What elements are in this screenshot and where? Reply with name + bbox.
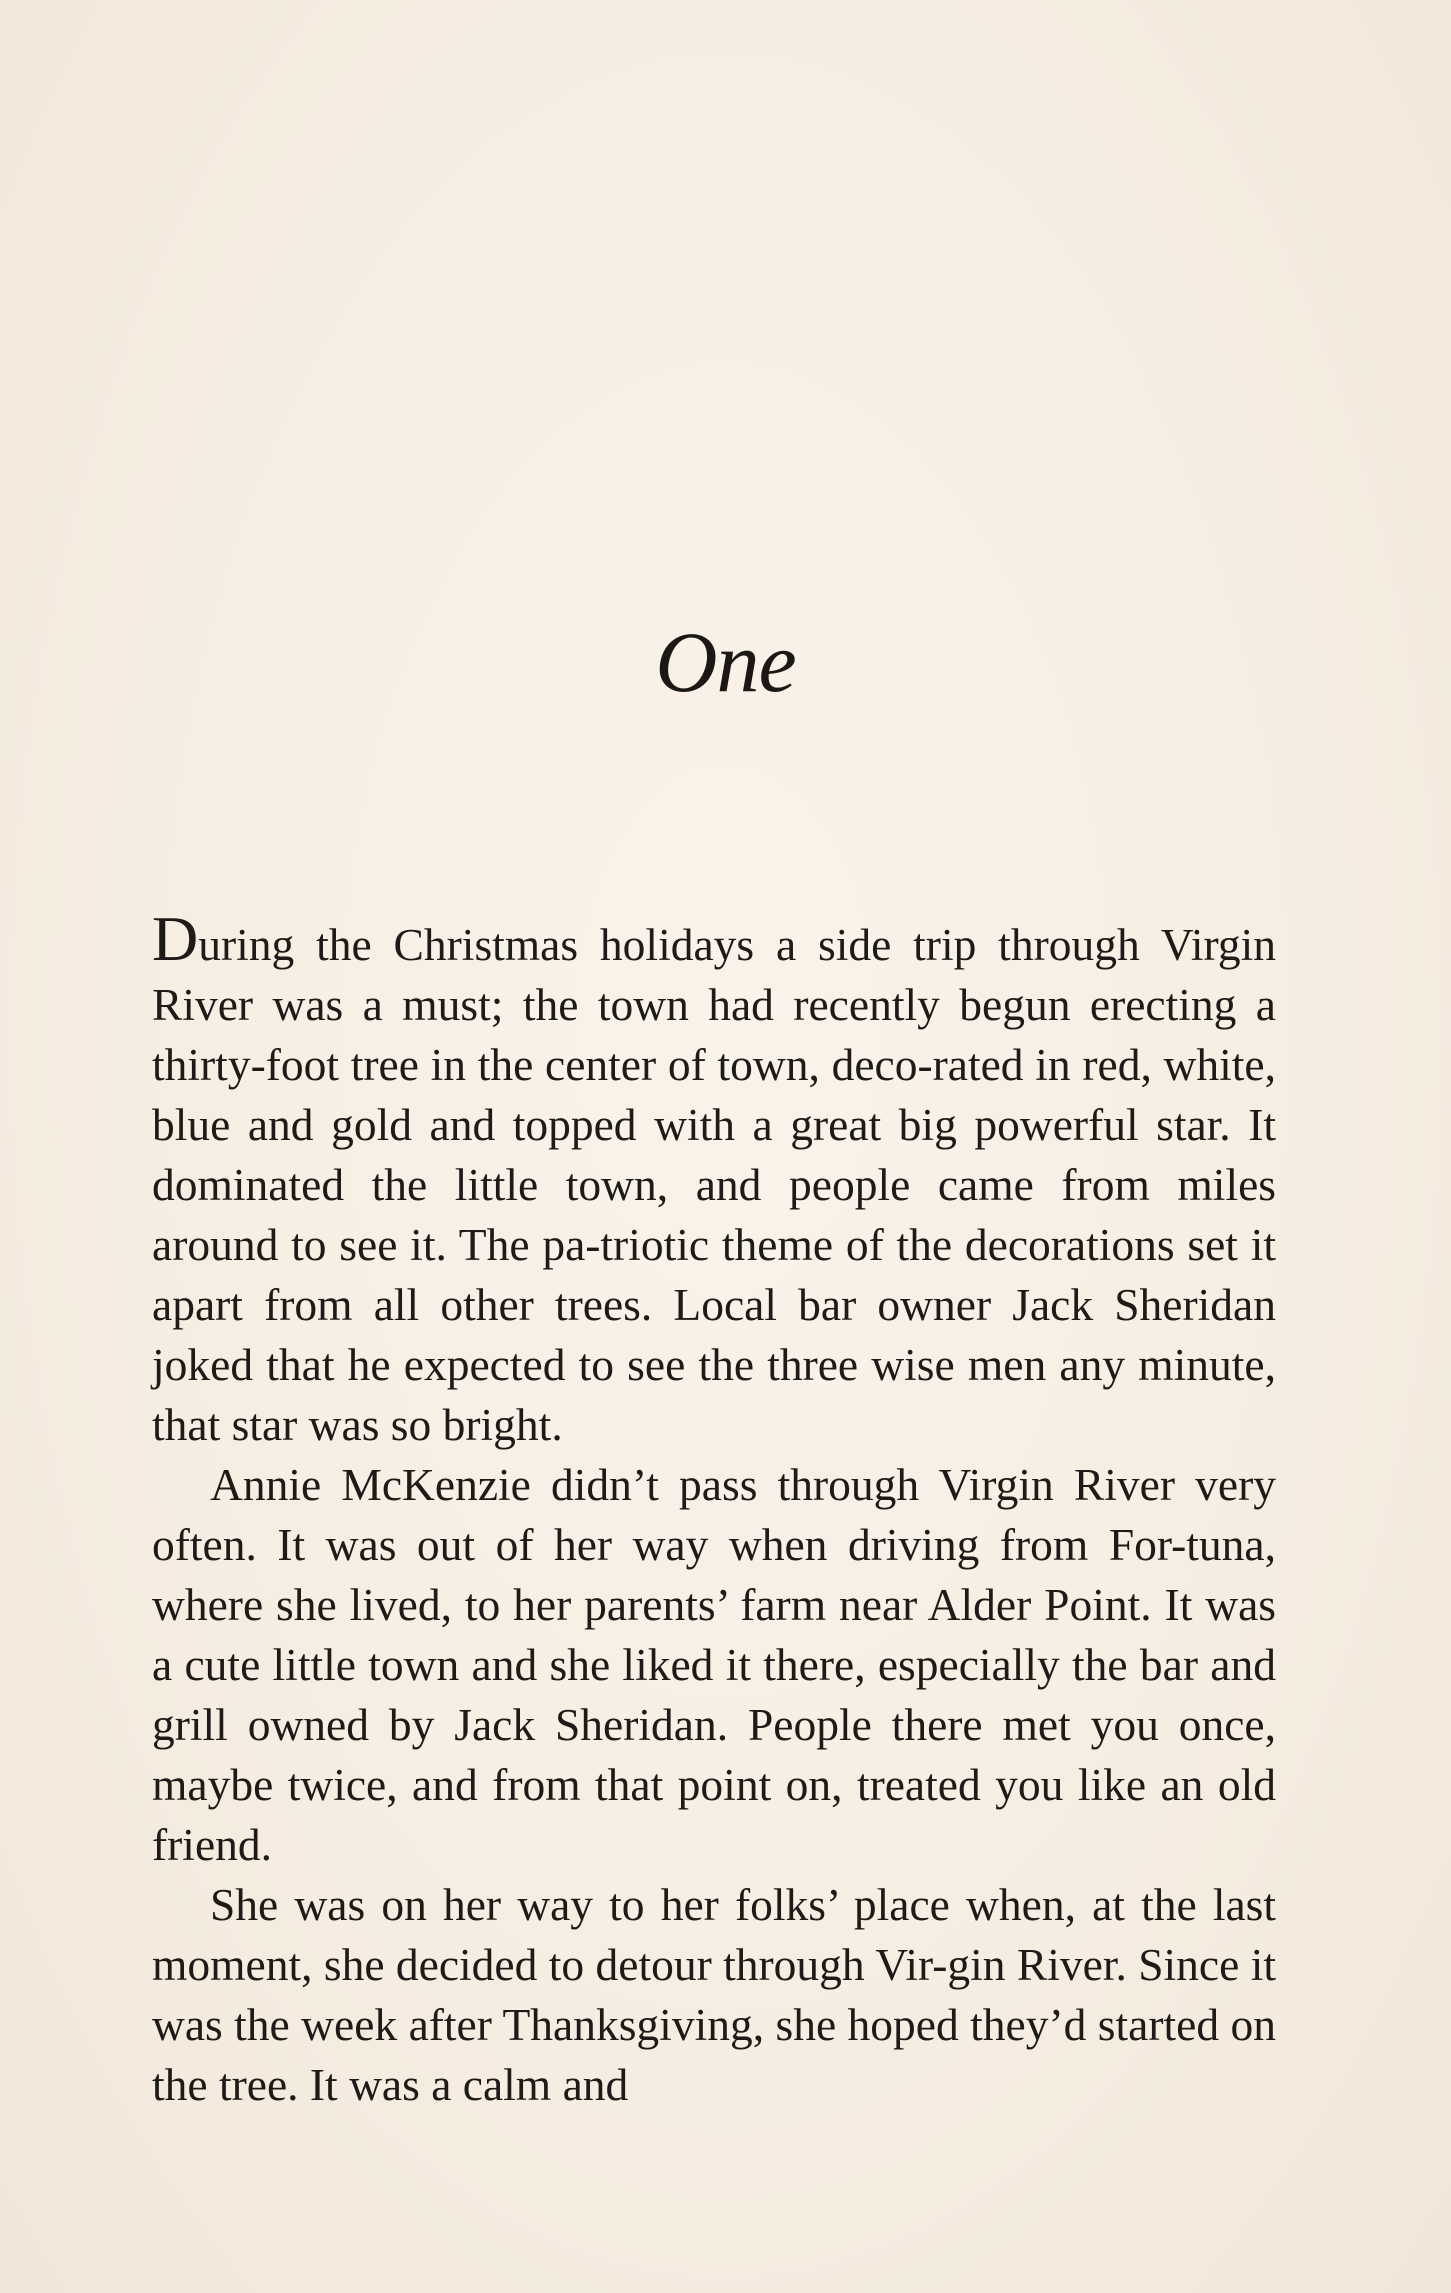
chapter-body	[152, 903, 1276, 2115]
paragraph-3: She was on her way to her folks’ place when, at the last moment, she decided to detour through Vir-gin River. Since it was the week after Thanksgiving, she hoped they’d started on the tree. It was a calm and	[152, 1879, 1276, 2110]
chapter-title: One	[655, 614, 796, 710]
drop-cap: D	[152, 903, 199, 974]
paragraph-2: Annie McKenzie didn’t pass through Virgin River very often. It was out of her way when driving from For-tuna, where she lived, to her parents’ farm near Alder Point. It was a cute little town and she liked it there, especially the bar and grill owned by Jack Sheridan. People there met you once, maybe twice, and from that point on, treated you like an old friend.	[152, 1459, 1276, 1870]
paragraph-1	[152, 903, 1276, 1455]
paragraph-1-text: uring the Christmas holidays a side trip through Virgin River was a must; the town had recently begun erecting a thirty-foot tree in the center of town, deco-rated in red, white, blue and gold and topped with a great big powerful star. It dominated the little town, and people came from miles around to see it. The pa-triotic theme of the decorations set it apart from all other trees. Local bar owner Jack Sheridan joked that he expected to see the three wise men any minute, that star was so bright.	[152, 919, 1276, 1450]
